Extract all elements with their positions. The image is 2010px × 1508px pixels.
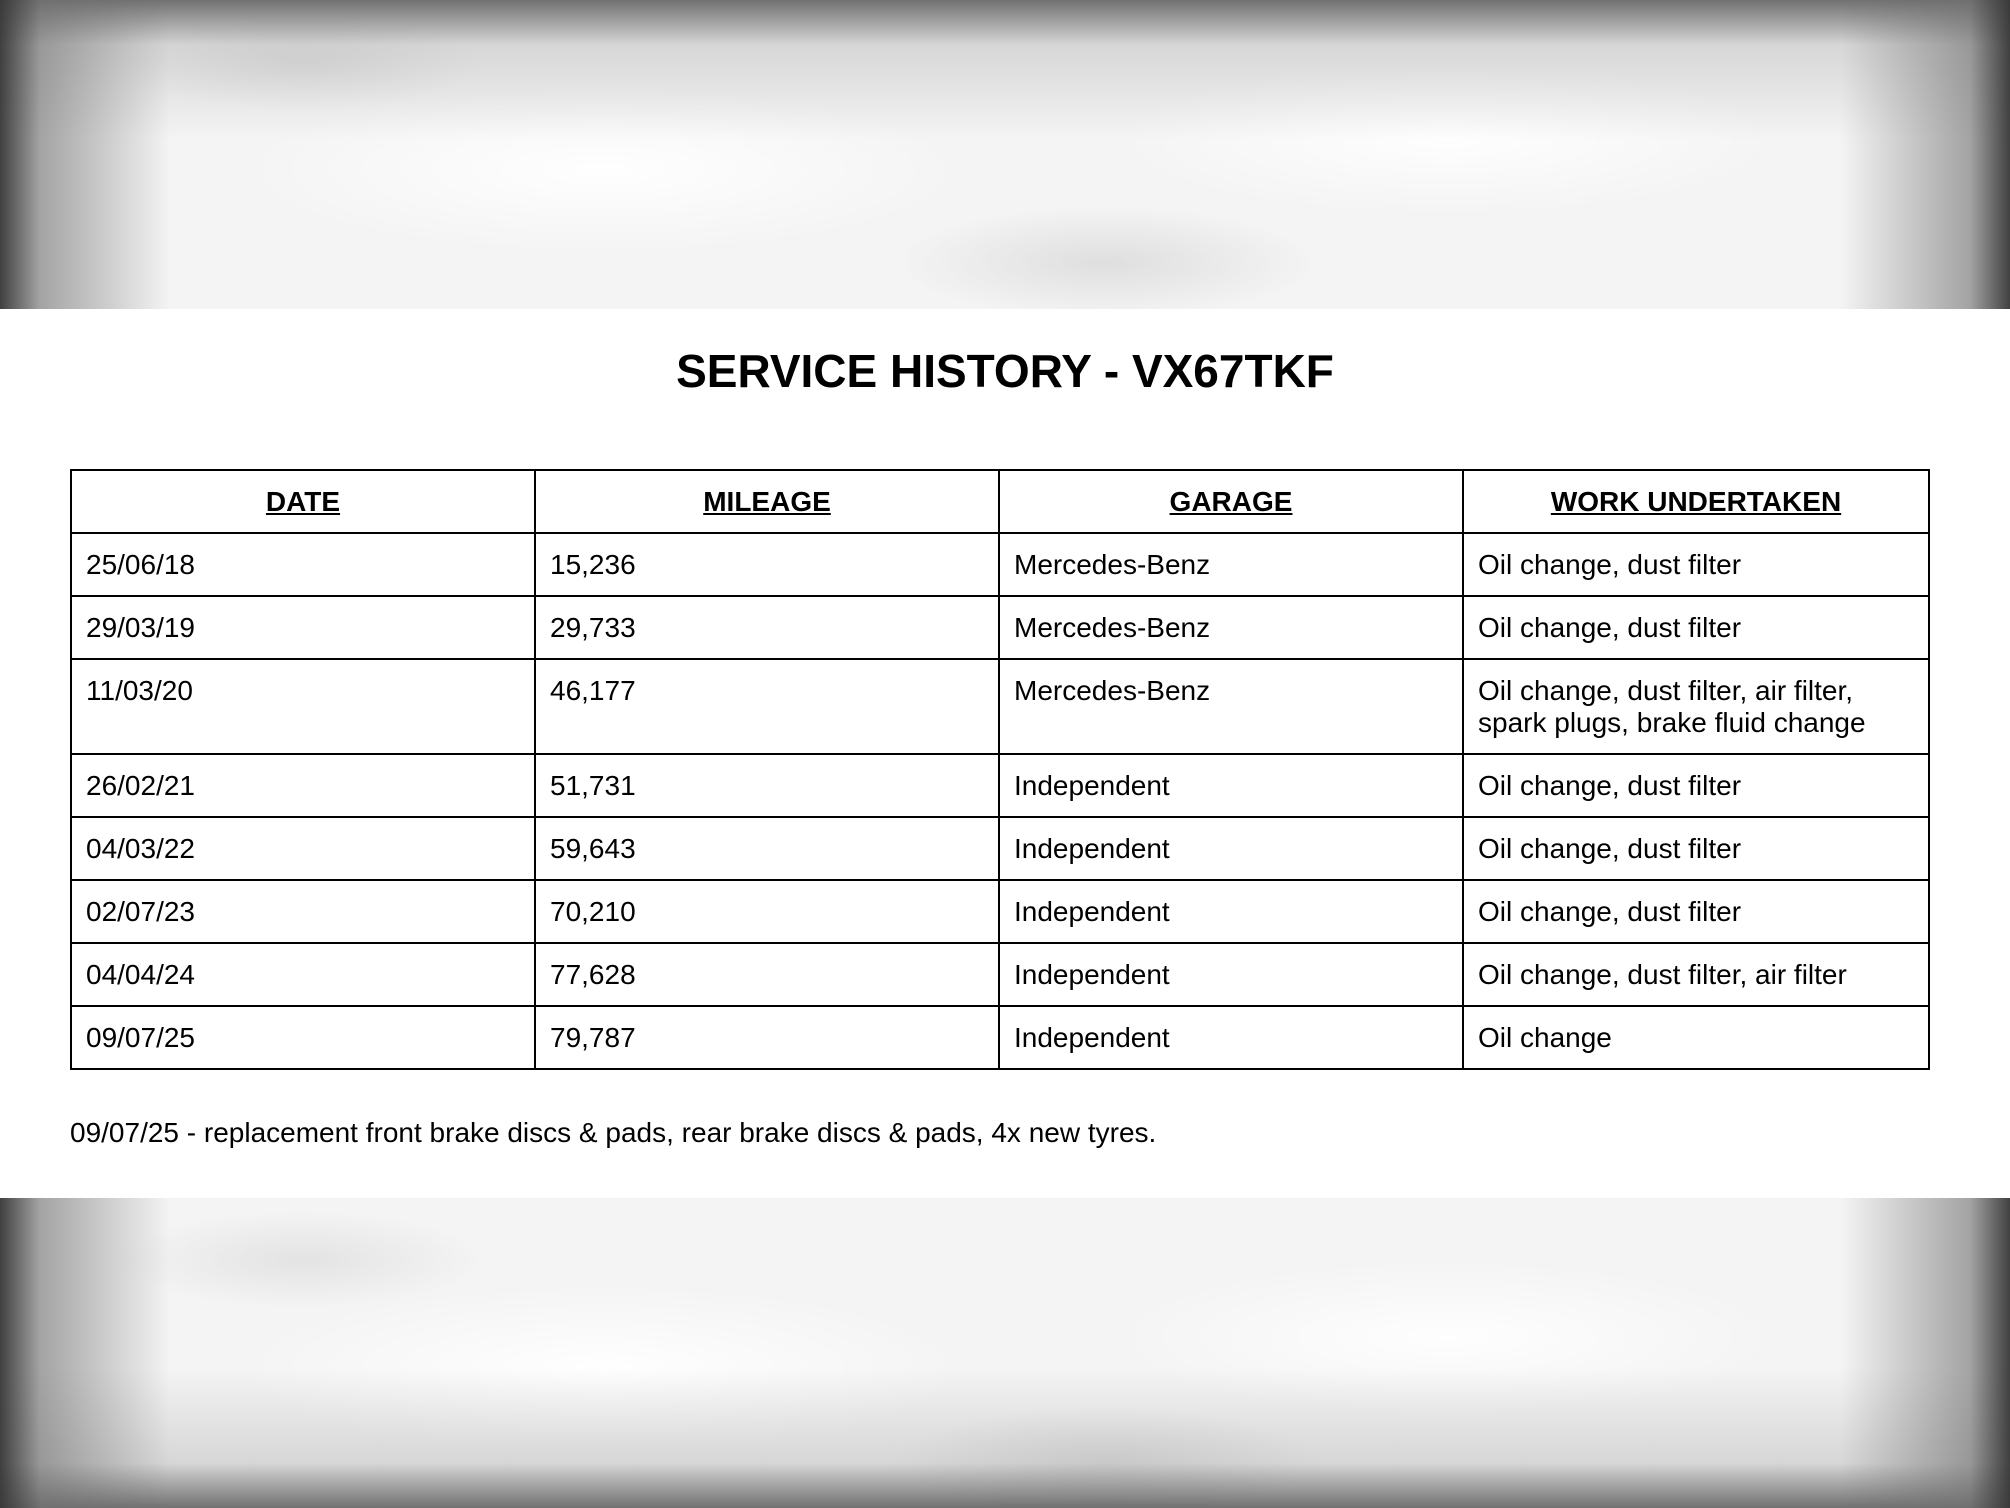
garage-cell: Independent xyxy=(999,1006,1463,1069)
date-cell: 04/04/24 xyxy=(71,943,535,1006)
blurred-background-bottom xyxy=(0,1198,2010,1508)
mileage-cell: 59,643 xyxy=(535,817,999,880)
column-header-work-undertaken: WORK UNDERTAKEN xyxy=(1463,470,1929,533)
garage-cell: Mercedes-Benz xyxy=(999,659,1463,754)
mileage-cell: 46,177 xyxy=(535,659,999,754)
work-cell: Oil change, dust filter xyxy=(1463,754,1929,817)
table-row xyxy=(71,754,1929,817)
table-row xyxy=(71,659,1929,754)
work-cell: Oil change xyxy=(1463,1006,1929,1069)
table-row xyxy=(71,880,1929,943)
garage-cell: Independent xyxy=(999,880,1463,943)
mileage-cell: 70,210 xyxy=(535,880,999,943)
mileage-cell: 51,731 xyxy=(535,754,999,817)
mileage-cell: 77,628 xyxy=(535,943,999,1006)
work-cell: Oil change, dust filter, air filter, spark plugs, brake fluid change xyxy=(1463,659,1929,754)
table-row xyxy=(71,817,1929,880)
document-title: SERVICE HISTORY - VX67TKF xyxy=(676,345,1334,397)
mileage-cell: 29,733 xyxy=(535,596,999,659)
table-row xyxy=(71,533,1929,596)
mileage-cell: 79,787 xyxy=(535,1006,999,1069)
work-cell: Oil change, dust filter xyxy=(1463,880,1929,943)
date-cell: 26/02/21 xyxy=(71,754,535,817)
mileage-cell: 15,236 xyxy=(535,533,999,596)
table-row xyxy=(71,1006,1929,1069)
garage-cell: Independent xyxy=(999,943,1463,1006)
date-cell: 29/03/19 xyxy=(71,596,535,659)
date-cell: 25/06/18 xyxy=(71,533,535,596)
work-cell: Oil change, dust filter xyxy=(1463,596,1929,659)
date-cell: 04/03/22 xyxy=(71,817,535,880)
column-header-mileage: MILEAGE xyxy=(535,470,999,533)
date-cell: 11/03/20 xyxy=(71,659,535,754)
service-history-table xyxy=(70,469,1930,1070)
service-history-document xyxy=(0,309,2010,1198)
date-cell: 09/07/25 xyxy=(71,1006,535,1069)
garage-cell: Independent xyxy=(999,817,1463,880)
work-cell: Oil change, dust filter xyxy=(1463,533,1929,596)
date-cell: 02/07/23 xyxy=(71,880,535,943)
table-row xyxy=(71,596,1929,659)
garage-cell: Mercedes-Benz xyxy=(999,533,1463,596)
table-header-row xyxy=(71,470,1929,533)
table-row xyxy=(71,943,1929,1006)
blurred-background-top xyxy=(0,0,2010,309)
garage-cell: Mercedes-Benz xyxy=(999,596,1463,659)
garage-cell: Independent xyxy=(999,754,1463,817)
service-note: 09/07/25 - replacement front brake discs & pads, rear brake discs & pads, 4x new tyres. xyxy=(70,1117,1157,1148)
column-header-date: DATE xyxy=(71,470,535,533)
work-cell: Oil change, dust filter, air filter xyxy=(1463,943,1929,1006)
work-cell: Oil change, dust filter xyxy=(1463,817,1929,880)
column-header-garage: GARAGE xyxy=(999,470,1463,533)
